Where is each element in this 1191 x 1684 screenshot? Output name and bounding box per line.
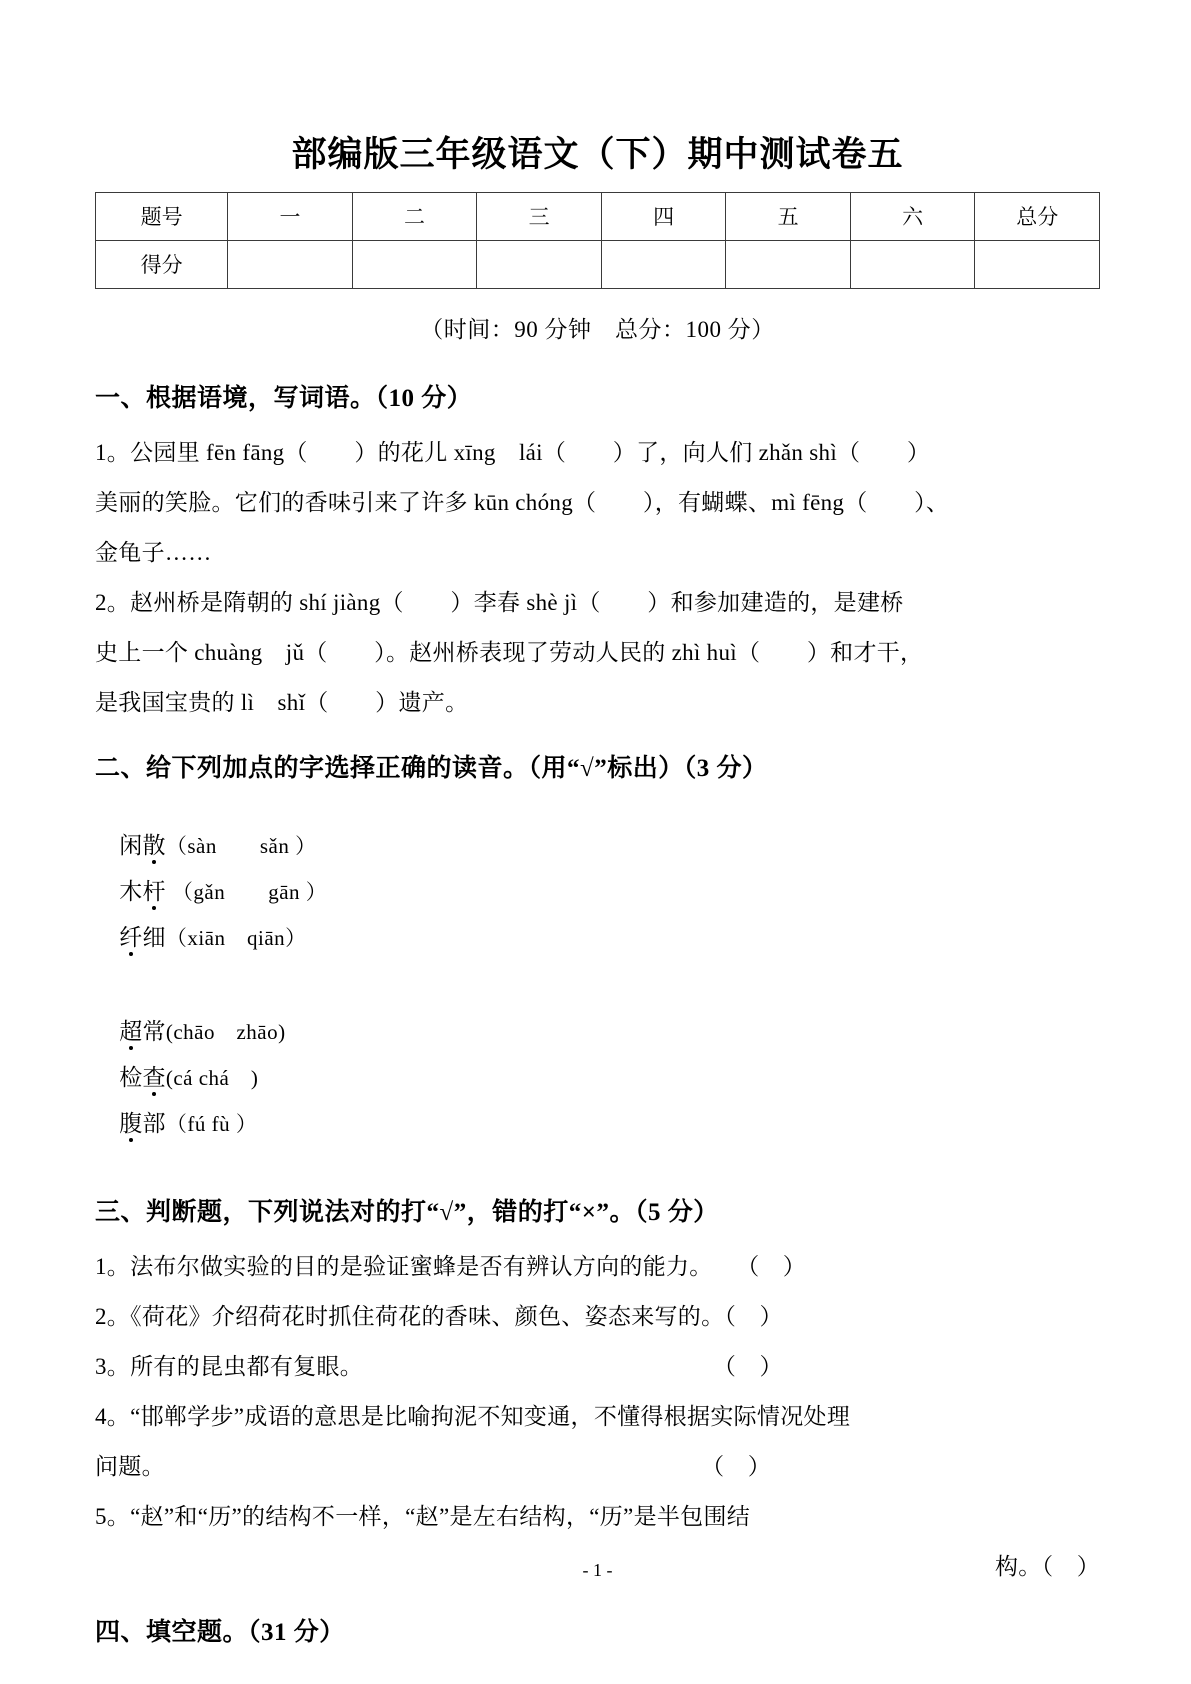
pinyin-choice-row (95, 811, 1100, 972)
score-table-cell: 六 (850, 192, 975, 240)
score-table-cell: 五 (726, 192, 851, 240)
table-row (96, 192, 1100, 240)
exam-paper-page (95, 0, 1100, 1684)
score-input-cell[interactable] (975, 240, 1100, 288)
pinyin-item[interactable] (119, 1111, 257, 1136)
pinyin-item[interactable] (119, 833, 316, 858)
pinyin-choices[interactable]: (cá chá ) (165, 1065, 259, 1090)
score-input-cell[interactable] (228, 240, 353, 288)
dotted-character: 腹 (119, 1110, 143, 1136)
score-table-cell: 二 (352, 192, 477, 240)
score-input-cell[interactable] (850, 240, 975, 288)
question-line: 3。所有的昆虫都有复眼。 （ ） (95, 1353, 783, 1379)
question-line: 1。法布尔做实验的目的是验证蜜蜂是否有辨认方向的能力。 （ ） (95, 1253, 807, 1279)
pinyin-word-pre: 木 (119, 878, 143, 904)
dotted-character: 纤 (119, 924, 143, 950)
dotted-character: 超 (119, 1018, 143, 1044)
score-table-cell: 一 (228, 192, 353, 240)
score-table-cell: 三 (477, 192, 602, 240)
question-line: 美丽的笑脸。它们的香味引来了许多 kūn chóng（ ），有蝴蝶、mì fēng（ ）、 (95, 489, 950, 515)
question-line: 2。《荷花》介绍荷花时抓住荷花的香味、颜色、姿态来写的。（ ） (95, 1303, 783, 1329)
pinyin-choices[interactable]: （sàn sǎn ） (165, 833, 317, 858)
score-table-row-label: 题号 (96, 192, 228, 240)
question-line: 4。“邯郸学步”成语的意思是比喻拘泥不知变通，不懂得根据实际情况处理 (95, 1403, 851, 1429)
score-input-cell[interactable] (352, 240, 477, 288)
score-table-cell: 总分 (975, 192, 1100, 240)
page-number-footer: - 1 - (582, 1560, 613, 1580)
pinyin-word-post: 常 (142, 1018, 166, 1044)
section-heading-2: 二、给下列加点的字选择正确的读音。（用“√”标出）（3 分） (95, 754, 768, 782)
pinyin-word-post: 部 (142, 1110, 166, 1136)
score-input-cell[interactable] (601, 240, 726, 288)
dotted-character: 杆 (142, 878, 166, 904)
section-heading-4: 四、填空题。（31 分） (95, 1618, 345, 1646)
question-line: 是我国宝贵的 lì shǐ（ ）遗产。 (95, 689, 469, 715)
pinyin-choices[interactable]: （fú fù ） (165, 1111, 258, 1136)
score-input-cell[interactable] (726, 240, 851, 288)
section-heading-1: 一、根据语境，写词语。（10 分） (95, 384, 473, 412)
pinyin-word-pre: 检 (119, 1064, 143, 1090)
pinyin-item[interactable] (119, 925, 306, 950)
question-line: 5。“赵”和“历”的结构不一样，“赵”是左右结构，“历”是半包围结 (95, 1503, 751, 1529)
question-line: 构。（ ） (995, 1553, 1100, 1579)
pinyin-word-pre: 闲 (119, 832, 143, 858)
score-table (95, 192, 1100, 289)
score-input-cell[interactable] (477, 240, 602, 288)
pinyin-item[interactable] (119, 1065, 258, 1090)
table-row (96, 240, 1100, 288)
dotted-character: 查 (142, 1064, 166, 1090)
section-heading-3: 三、判断题，下列说法对的打“√”，错的打“×”。（5 分） (95, 1198, 719, 1226)
pinyin-choices[interactable]: （xiān qiān） (165, 925, 307, 950)
page-title: 部编版三年级语文（下）期中测试卷五 (291, 135, 904, 174)
question-line: 金龟子…… (95, 539, 212, 565)
score-table-cell: 四 (601, 192, 726, 240)
pinyin-choice-row (95, 997, 1100, 1158)
question-line: 史上一个 chuàng jǔ（ ）。赵州桥表现了劳动人民的 zhì huì（ ）和才干， (95, 639, 924, 665)
question-line: 问题。 （ ） (95, 1453, 771, 1479)
pinyin-item[interactable] (119, 879, 327, 904)
score-table-row-label: 得分 (96, 240, 228, 288)
pinyin-choices[interactable]: （gǎn gān ） (171, 879, 328, 904)
pinyin-item[interactable] (119, 1019, 285, 1044)
pinyin-choices[interactable]: (chāo zhāo) (165, 1019, 286, 1044)
pinyin-word-post: 细 (142, 924, 166, 950)
question-line: 2。赵州桥是隋朝的 shí jiàng（ ）李春 shè jì（ ）和参加建造的，是建桥 (95, 589, 904, 615)
dotted-character: 散 (142, 832, 166, 858)
exam-meta-line: （时间：90 分钟 总分：100 分） (420, 316, 775, 342)
question-line: 1。公园里 fēn fāng（ ）的花儿 xīng lái（ ）了，向人们 zhǎn shì（ ） (95, 439, 931, 465)
